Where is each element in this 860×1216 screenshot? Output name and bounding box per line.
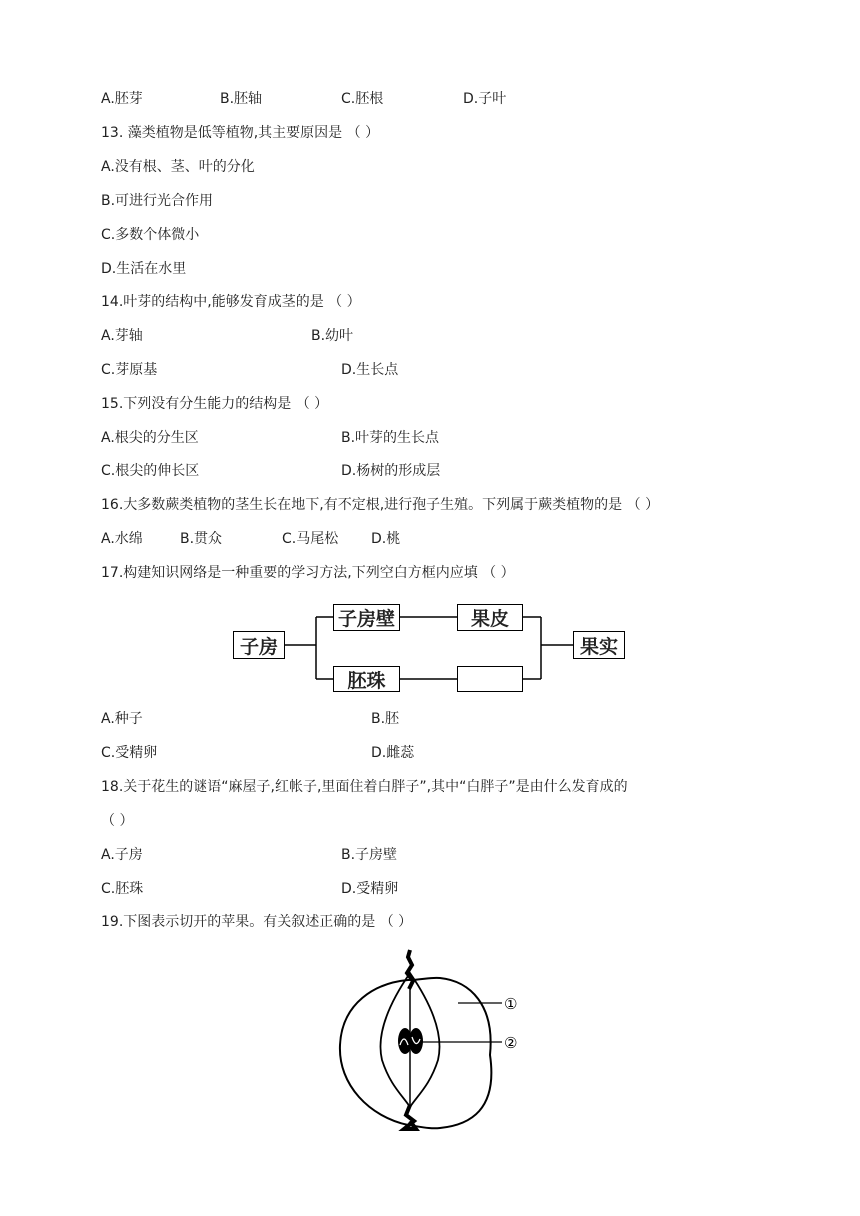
box-blank [457, 666, 523, 692]
q17-option-a: A.种子 [101, 711, 143, 727]
box-ovule: 胚珠 [333, 666, 400, 692]
q15-option-b: B.叶芽的生长点 [341, 430, 440, 446]
q12-option-d: D.子叶 [463, 91, 507, 107]
q12-option-a: A.胚芽 [101, 91, 143, 107]
q12-option-b: B.胚轴 [220, 91, 263, 107]
seed-right [409, 1028, 423, 1054]
q14-option-c: C.芽原基 [101, 362, 158, 378]
q16-option-d: D.桃 [371, 531, 401, 547]
box-pericarp: 果皮 [457, 604, 523, 631]
apple-calyx [404, 1105, 416, 1129]
q18-stem: 18.关于花生的谜语“麻屋子,红帐子,里面住着白胖子”,其中“白胖子”是由什么发育成的 [101, 779, 628, 795]
q16-option-c: C.马尾松 [282, 531, 339, 547]
q17-option-c: C.受精卵 [101, 745, 158, 761]
q13-option-b: B.可进行光合作用 [101, 193, 214, 209]
q14-stem: 14.叶芽的结构中,能够发育成茎的是 （ ） [101, 294, 361, 310]
q13-option-a: A.没有根、茎、叶的分化 [101, 159, 255, 175]
apple-cross-section-figure [330, 945, 550, 1135]
q18-stem-cont: （ ） [101, 813, 134, 829]
box-ovary-wall: 子房壁 [333, 604, 400, 631]
q17-option-b: B.胚 [371, 711, 400, 727]
q13-option-d: D.生活在水里 [101, 261, 187, 277]
q18-option-d: D.受精卵 [341, 881, 399, 897]
box-ovary: 子房 [233, 631, 285, 659]
q14-option-b: B.幼叶 [311, 328, 354, 344]
q13-option-c: C.多数个体微小 [101, 227, 200, 243]
q12-option-c: C.胚根 [341, 91, 384, 107]
q18-option-a: A.子房 [101, 847, 143, 863]
label-1: ① [504, 995, 518, 1013]
q18-option-c: C.胚珠 [101, 881, 144, 897]
q15-option-c: C.根尖的伸长区 [101, 463, 200, 479]
box-fruit: 果实 [573, 631, 625, 659]
q14-option-a: A.芽轴 [101, 328, 143, 344]
q16-stem: 16.大多数蕨类植物的茎生长在地下,有不定根,进行孢子生殖。下列属于蕨类植物的是 （ ） [101, 497, 660, 513]
label-2: ② [504, 1034, 518, 1052]
q18-option-b: B.子房壁 [341, 847, 398, 863]
q14-option-d: D.生长点 [341, 362, 399, 378]
q17-stem: 17.构建知识网络是一种重要的学习方法,下列空白方框内应填 （ ） [101, 565, 515, 581]
apple-stem [407, 950, 413, 989]
q15-option-a: A.根尖的分生区 [101, 430, 199, 446]
q19-stem: 19.下图表示切开的苹果。有关叙述正确的是 （ ） [101, 914, 413, 930]
q16-option-b: B.贯众 [180, 531, 223, 547]
q15-stem: 15.下列没有分生能力的结构是 （ ） [101, 396, 329, 412]
q17-option-d: D.雌蕊 [371, 745, 415, 761]
q16-option-a: A.水绵 [101, 531, 143, 547]
q15-option-d: D.杨树的形成层 [341, 463, 441, 479]
q13-stem: 13. 藻类植物是低等植物,其主要原因是 （ ） [101, 125, 380, 141]
